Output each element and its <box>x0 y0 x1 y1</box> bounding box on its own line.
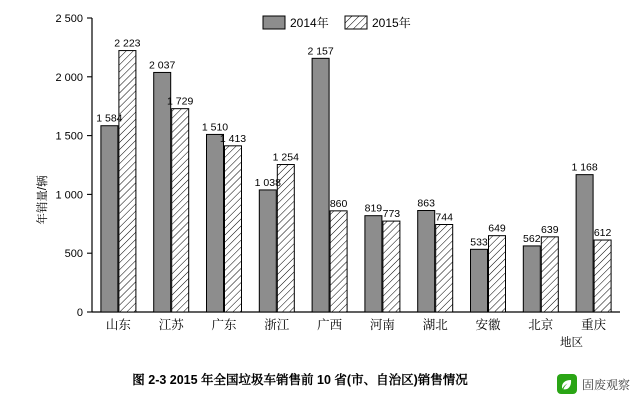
bar-value-label: 1 729 <box>167 95 194 108</box>
bar-value-label: 533 <box>470 236 488 249</box>
bar-2015年-北京 <box>541 237 558 312</box>
bar-value-label: 2 223 <box>114 37 141 50</box>
bar-value-label: 1 413 <box>219 132 247 145</box>
bar-2015年-河南 <box>383 221 400 312</box>
bars-group <box>101 51 611 312</box>
legend-swatch-2015 <box>345 16 367 29</box>
bar-value-label: 612 <box>593 227 612 240</box>
bar-value-label: 744 <box>435 211 453 224</box>
bar-2014年-江苏 <box>154 72 171 312</box>
y-tick-label: 0 <box>76 307 83 319</box>
bar-2015年-广东 <box>225 146 242 312</box>
category-label-广西: 广西 <box>317 318 343 332</box>
bar-2015年-重庆 <box>594 240 611 312</box>
bar-value-label: 639 <box>541 223 559 236</box>
bar-2015年-江苏 <box>172 109 189 312</box>
y-axis-title: 年销量/辆 <box>37 175 49 225</box>
legend-label-2015: 2015年 <box>372 16 411 30</box>
legend-label-2014: 2014年 <box>290 16 329 30</box>
bar-2014年-山东 <box>101 126 118 312</box>
bar-value-label: 860 <box>329 197 348 210</box>
bar-value-label: 863 <box>417 197 435 210</box>
bar-value-label: 1 584 <box>96 112 123 125</box>
bar-2014年-安徽 <box>471 249 488 312</box>
y-tick-label: 1 000 <box>55 189 83 202</box>
bar-2015年-安徽 <box>489 236 506 312</box>
x-axis-category-labels <box>106 317 607 332</box>
category-label-重庆: 重庆 <box>581 318 607 332</box>
bar-value-label: 1 038 <box>254 176 281 189</box>
bar-value-label: 2 157 <box>307 45 334 58</box>
bar-2014年-湖北 <box>418 211 435 312</box>
bar-value-label: 562 <box>523 232 541 245</box>
bar-value-label: 773 <box>382 208 401 221</box>
y-axis-ticks <box>55 13 92 319</box>
bar-2014年-重庆 <box>576 175 593 312</box>
bar-value-label: 2 037 <box>149 59 176 72</box>
bar-2014年-北京 <box>523 246 540 312</box>
y-tick-label: 500 <box>64 248 83 261</box>
watermark-label: 固废观察 <box>581 377 630 392</box>
category-label-江苏: 江苏 <box>158 318 184 332</box>
category-label-安徽: 安徽 <box>475 318 501 332</box>
bar-2015年-广西 <box>330 211 347 312</box>
bar-2014年-河南 <box>365 216 382 312</box>
bar-value-label: 1 168 <box>571 161 598 174</box>
bar-2015年-湖北 <box>436 225 453 312</box>
y-tick-label: 2 000 <box>55 71 83 84</box>
bar-2014年-浙江 <box>259 190 276 312</box>
y-tick-label: 2 500 <box>55 13 83 25</box>
leaf-icon <box>557 374 577 394</box>
bar-value-label: 819 <box>364 202 383 215</box>
legend-swatch-2014 <box>263 16 285 29</box>
x-axis-title: 地区 <box>560 337 583 349</box>
bar-2014年-广东 <box>207 134 224 312</box>
category-label-广东: 广东 <box>211 318 237 332</box>
category-label-北京: 北京 <box>528 318 554 332</box>
figure-caption: 图 2-3 2015 年全国垃圾车销售前 10 省(市、自治区)销售情况 <box>132 373 468 387</box>
bar-2015年-山东 <box>119 51 136 312</box>
watermark <box>557 374 630 394</box>
category-label-浙江: 浙江 <box>264 318 290 332</box>
bar-value-label: 1 254 <box>272 151 299 164</box>
legend <box>263 15 411 30</box>
bar-value-label: 1 510 <box>201 121 229 134</box>
category-label-湖北: 湖北 <box>422 318 448 332</box>
category-label-山东: 山东 <box>105 318 131 332</box>
bar-value-label: 649 <box>488 222 506 235</box>
y-tick-label: 1 500 <box>55 130 83 143</box>
category-label-河南: 河南 <box>369 318 395 332</box>
bar-2014年-广西 <box>312 58 329 312</box>
